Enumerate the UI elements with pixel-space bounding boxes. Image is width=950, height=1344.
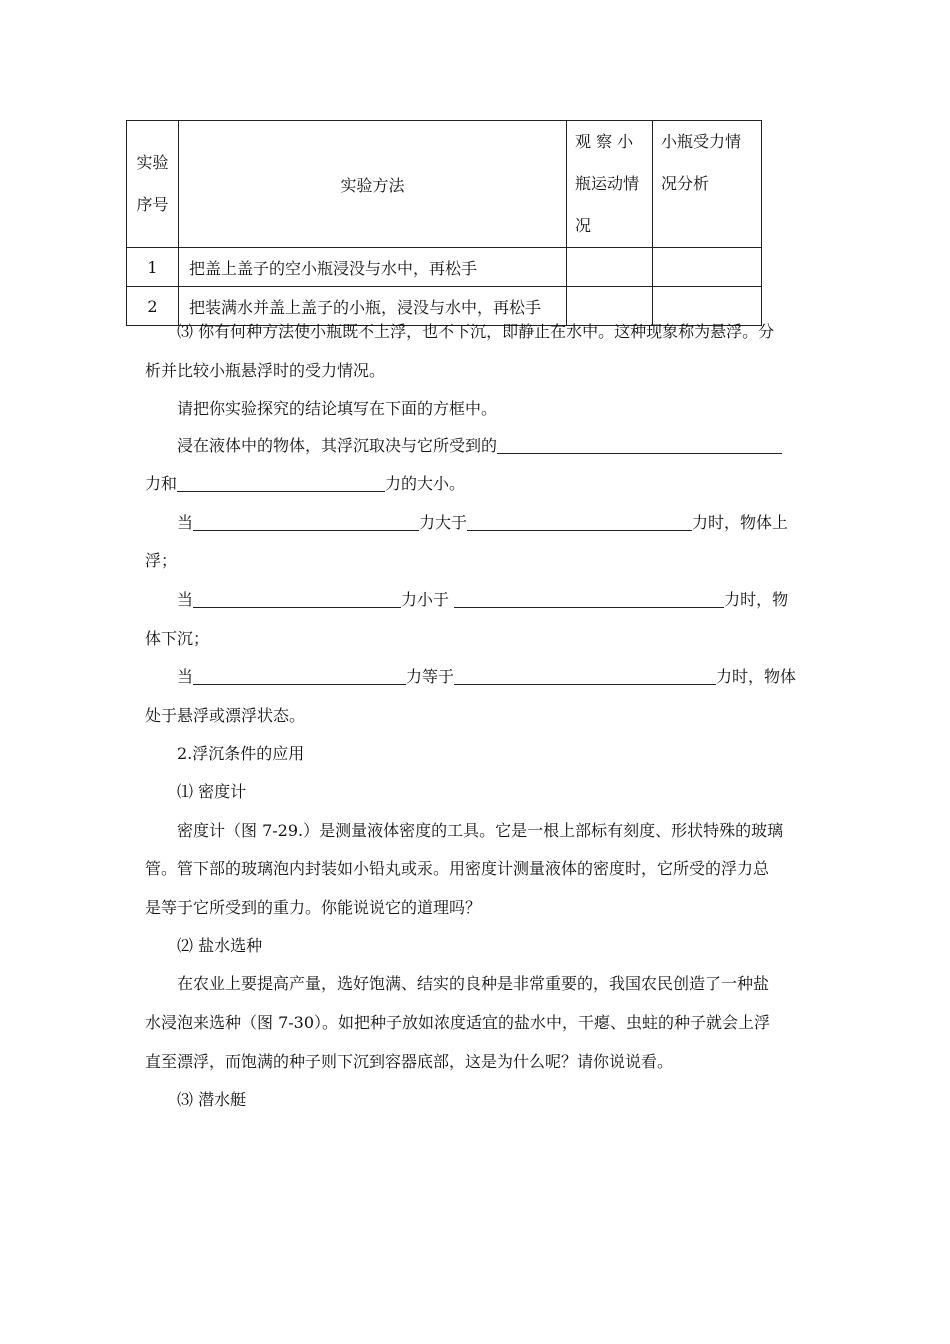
row-observe-cell: [567, 287, 653, 326]
row-observe-cell: [567, 248, 653, 287]
fill-blank[interactable]: [193, 668, 406, 685]
row-force-cell: [653, 248, 762, 287]
hydrometer-para-line2: 管。管下部的玻璃泡内封装如小铅丸或汞。用密度计测量液体的密度时，它所受的浮力总: [145, 859, 770, 878]
seed-para-line3: 直至漂浮，而饱满的种子则下沉到容器底部，这是为什么呢？请你说说看。: [145, 1052, 674, 1071]
condition-text: 力大于: [419, 513, 468, 532]
experiment-table: [126, 120, 762, 326]
header-seq-line1: 实验: [136, 153, 169, 172]
section-2-1-heading: ⑴ 密度计: [177, 782, 247, 801]
conclusion-text: 力和: [145, 474, 178, 493]
condition-text: 力时，物: [724, 590, 789, 609]
section-2-3-heading: ⑶ 潜水艇: [177, 1090, 247, 1109]
table-row: [127, 248, 762, 287]
condition-text: 当: [177, 590, 194, 609]
conclusion-text: 浸在液体中的物体，其浮沉取决与它所受到的: [177, 436, 498, 455]
conclusion-prompt: 请把你实验探究的结论填写在下面的方框中。: [177, 399, 498, 418]
hydrometer-para-line1: 密度计（图 7-29.）是测量液体密度的工具。它是一根上部标有刻度、形状特殊的玻璃: [177, 821, 784, 840]
fill-blank[interactable]: [454, 668, 716, 685]
row-method: 把盖上盖子的空小瓶浸没与水中，再松手: [179, 248, 567, 287]
header-method: 实验方法: [179, 121, 567, 248]
buoyancy-rise-line1: [145, 513, 842, 533]
row-seq: 2: [127, 287, 179, 326]
header-force-line2: 况分析: [661, 174, 710, 193]
fill-blank[interactable]: [177, 475, 385, 492]
condition-text: 当: [177, 513, 194, 532]
q3-line2: 析并比较小瓶悬浮时的受力情况。: [145, 361, 386, 380]
header-observe-line2: 瓶运动情: [575, 174, 640, 193]
buoyancy-float-line2: 处于悬浮或漂浮状态。: [145, 706, 306, 725]
fill-blank[interactable]: [454, 591, 724, 608]
buoyancy-rise-line2: 浮；: [145, 551, 178, 570]
section-2-2-heading: ⑵ 盐水选种: [177, 936, 263, 955]
row-method: 把装满水并盖上盖子的小瓶，浸没与水中，再松手: [179, 287, 567, 326]
conclusion-line2: [145, 474, 810, 494]
header-force: [653, 121, 762, 248]
buoyancy-float-line1: [145, 667, 842, 687]
row-seq: 1: [127, 248, 179, 287]
condition-text: 力等于: [406, 667, 455, 686]
condition-text: 力时，物体上: [692, 513, 789, 532]
conclusion-text: 力的大小。: [385, 474, 466, 493]
fill-blank[interactable]: [193, 514, 419, 531]
header-observe-line3: 况: [575, 216, 592, 235]
header-seq-line2: 序号: [136, 195, 169, 214]
fill-blank[interactable]: [193, 591, 401, 608]
seed-para-line1: 在农业上要提高产量，选好饱满、结实的良种是非常重要的，我国农民创造了一种盐: [177, 974, 770, 993]
header-observe-line1: 观 察 小: [575, 132, 634, 151]
condition-text: 力小于: [401, 590, 450, 609]
conclusion-line1: [145, 436, 842, 456]
fill-blank[interactable]: [497, 437, 782, 454]
table-header-row: [127, 121, 762, 248]
buoyancy-sink-line2: 体下沉；: [145, 629, 210, 648]
header-seq: [127, 121, 179, 248]
q3-line1: ⑶ 你有何种方法使小瓶既不上浮，也不下沉，即静止在水中。这种现象称为悬浮。分: [177, 322, 775, 341]
condition-text: 当: [177, 667, 194, 686]
table-row: [127, 287, 762, 326]
seed-para-line2: 水浸泡来选种（图 7-30）。如把种子放如浓度适宜的盐水中，干瘪、虫蛀的种子就会上浮: [145, 1013, 771, 1032]
header-force-line1: 小瓶受力情: [661, 132, 742, 151]
row-force-cell: [653, 287, 762, 326]
section-2-heading: 2.浮沉条件的应用: [177, 744, 305, 763]
header-observe: [567, 121, 653, 248]
fill-blank[interactable]: [467, 514, 692, 531]
buoyancy-sink-line1: [145, 590, 842, 610]
condition-text: 力时，物体: [716, 667, 797, 686]
hydrometer-para-line3: 是等于它所受到的重力。你能说说它的道理吗？: [145, 898, 482, 917]
